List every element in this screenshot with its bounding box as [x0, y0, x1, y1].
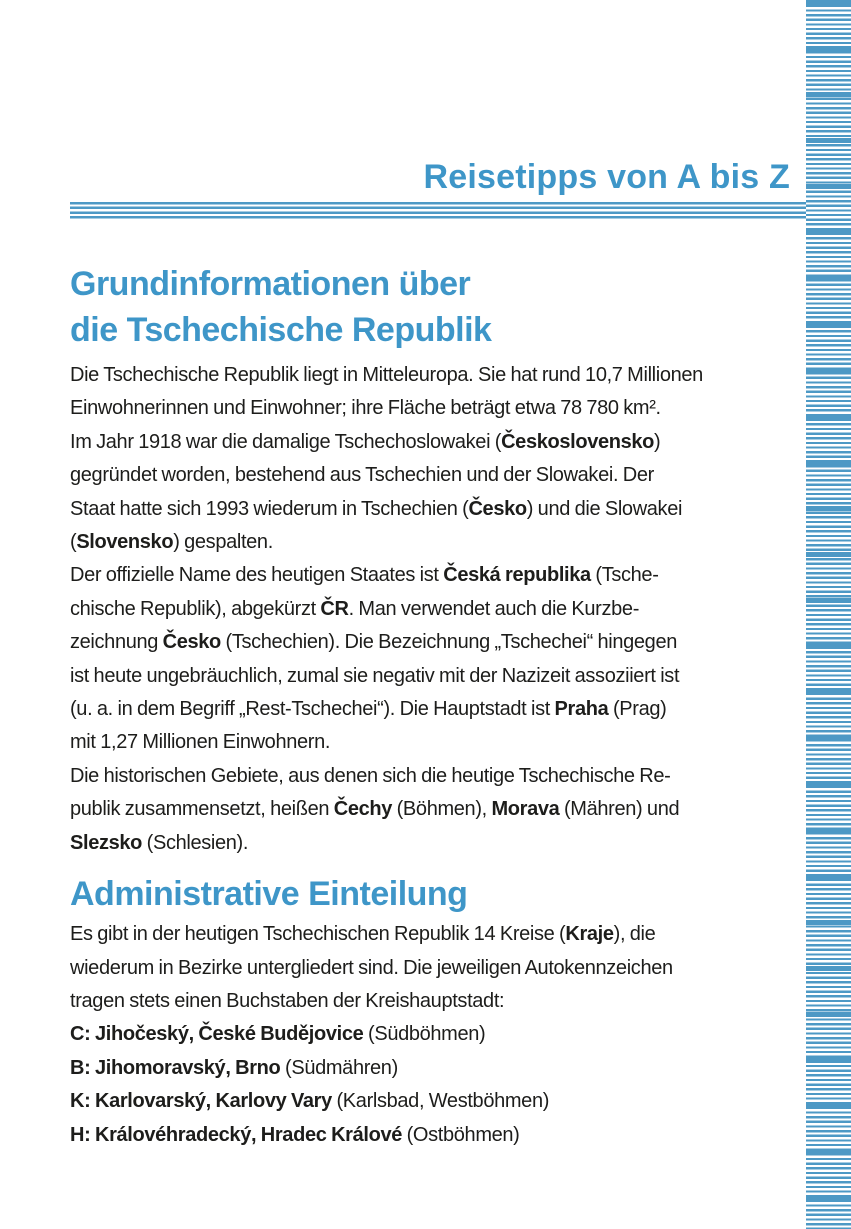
text-line: H: Královéhradecký, Hradec Králové (Ostböhmen)	[70, 1123, 520, 1146]
text-line: Die historischen Gebiete, aus denen sich die heutige Tschechische Re-	[70, 764, 671, 787]
text-line: Der offizielle Name des heutigen Staates ist Česká republika (Tsche-	[70, 564, 659, 587]
intro-paragraphs	[70, 359, 790, 860]
text-line: wiederum in Bezirke untergliedert sind. Die jeweiligen Autokennzeichen	[70, 956, 673, 979]
text-line: Staat hatte sich 1993 wiederum in Tschechien (Česko) und die Slowakei	[70, 497, 683, 520]
page-header-title: Reisetipps von A bis Z	[423, 158, 790, 196]
section-heading-administrative-einteilung: Administrative Einteilung	[70, 875, 468, 914]
text-line: gegründet worden, bestehend aus Tschechien und der Slowakei. Der	[70, 464, 654, 487]
text-line: tragen stets einen Buchstaben der Kreishauptstadt:	[70, 989, 505, 1012]
text-line: Slezsko (Schlesien).	[70, 831, 249, 854]
page-content	[70, 0, 790, 1152]
text-line: C: Jihočeský, České Budějovice (Südböhmen)	[70, 1023, 486, 1046]
text-line: Die Tschechische Republik liegt in Mitteleuropa. Sie hat rund 10,7 Millionen	[70, 364, 703, 386]
heading-line-1: Grundinformationen über	[70, 265, 471, 303]
text-line: ist heute ungebräuchlich, zumal sie negativ mit der Nazizeit assoziiert ist	[70, 664, 680, 687]
text-line: B: Jihomoravský, Brno (Südmähren)	[70, 1056, 398, 1079]
heading-line-2: die Tschechische Republik	[70, 311, 492, 349]
text-line: zeichnung Česko (Tschechien). Die Bezeichnung „Tschechei“ hingegen	[70, 631, 678, 654]
text-line: Im Jahr 1918 war die damalige Tschechoslowakei (Československo)	[70, 430, 661, 453]
header-rule-divider	[70, 202, 806, 219]
text-line: mit 1,27 Millionen Einwohnern.	[70, 731, 331, 754]
text-line: (u. a. in dem Begriff „Rest-Tschechei“). Die Hauptstadt ist Praha (Prag)	[70, 698, 667, 721]
section-heading-grundinformationen	[70, 261, 790, 353]
text-line: (Slovensko) gespalten.	[70, 531, 273, 554]
text-line: chische Republik), abgekürzt ČR. Man verwendet auch die Kurzbe-	[70, 597, 640, 620]
text-line: Einwohnerinnen und Einwohner; ihre Fläche beträgt etwa 78 780 km².	[70, 397, 661, 420]
text-line: publik zusammensetzt, heißen Čechy (Böhmen), Morava (Mähren) und	[70, 798, 680, 821]
text-line: Es gibt in der heutigen Tschechischen Republik 14 Kreise (Kraje), die	[70, 923, 656, 946]
striped-edge-decoration	[806, 0, 851, 1229]
text-line: K: Karlovarský, Karlovy Vary (Karlsbad, Westböhmen)	[70, 1090, 550, 1113]
admin-paragraphs	[70, 918, 790, 1152]
